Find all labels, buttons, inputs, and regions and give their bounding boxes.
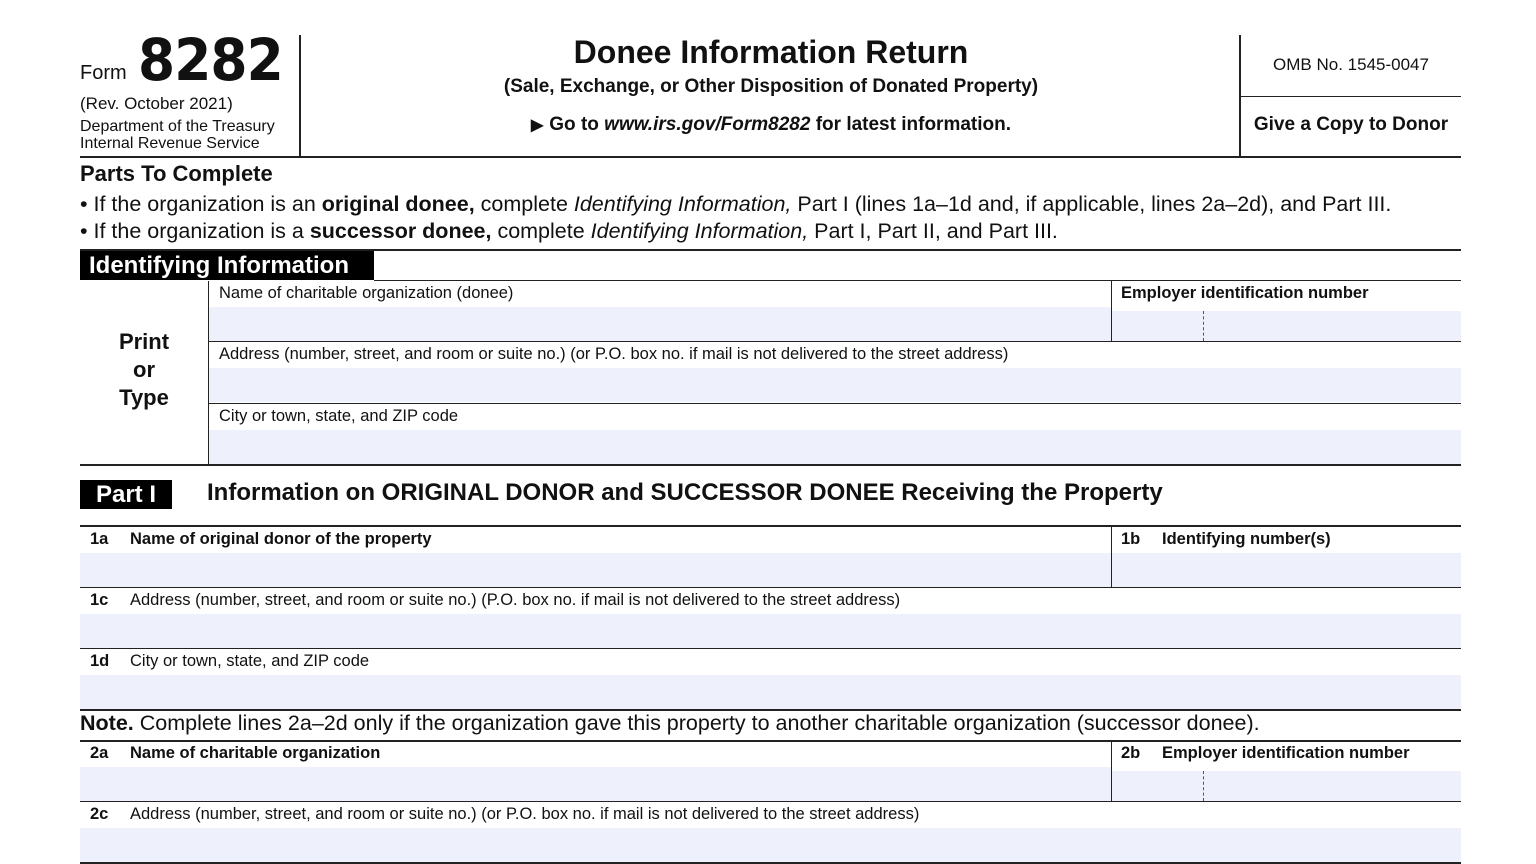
b2-mid: complete bbox=[491, 219, 591, 243]
part1-top-rule bbox=[80, 525, 1461, 527]
line-2a-label: Name of charitable organization bbox=[130, 744, 381, 762]
identifying-information-heading: Identifying Information bbox=[80, 251, 374, 280]
b2-suffix: Part I, Part II, and Part III. bbox=[808, 219, 1058, 243]
form-label: Form bbox=[80, 62, 127, 84]
print-or-type-label bbox=[80, 328, 208, 412]
b1-prefix: • If the organization is an bbox=[80, 192, 322, 216]
row-rule bbox=[80, 587, 1461, 588]
donor-city-input[interactable] bbox=[80, 675, 1461, 709]
b2-italic: Identifying Information, bbox=[590, 219, 809, 243]
department-line-2: Internal Revenue Service bbox=[80, 135, 260, 152]
goto-prefix: Go to bbox=[549, 114, 605, 135]
address-label: Address (number, street, and room or suite no.) (or P.O. box no. if mail is not delivered to the street address) bbox=[219, 345, 1009, 363]
copy-to-donor-note: Give a Copy to Donor bbox=[1253, 114, 1449, 135]
note-bold: Note. bbox=[80, 711, 134, 735]
or-word: or bbox=[133, 357, 155, 382]
part-1-title: Information on ORIGINAL DONOR and SUCCESSOR DONEE Receiving the Property bbox=[207, 479, 1163, 506]
line-1c-number: 1c bbox=[90, 591, 109, 609]
successor-ein-input[interactable] bbox=[1112, 771, 1461, 801]
donor-address-input[interactable] bbox=[80, 614, 1461, 648]
ein-input[interactable] bbox=[1112, 311, 1461, 341]
parts-to-complete-heading: Parts To Complete bbox=[80, 161, 273, 186]
revision-date: (Rev. October 2021) bbox=[80, 94, 233, 113]
line-2c-number: 2c bbox=[90, 805, 109, 823]
ein-label: Employer identification number bbox=[1121, 284, 1369, 302]
line-1b-label: Identifying number(s) bbox=[1162, 530, 1331, 548]
form-subtitle: (Sale, Exchange, or Other Disposition of Donated Property) bbox=[503, 76, 1039, 97]
ident-bar-rule bbox=[374, 280, 1461, 281]
part-1-badge: Part I bbox=[80, 480, 172, 509]
line-2b-label: Employer identification number bbox=[1162, 744, 1410, 762]
b1-mid: complete bbox=[474, 192, 574, 216]
org-name-input[interactable] bbox=[209, 307, 1111, 341]
city-label: City or town, state, and ZIP code bbox=[219, 407, 459, 425]
department bbox=[80, 118, 275, 152]
successor-address-input[interactable] bbox=[80, 828, 1461, 862]
b2-prefix: • If the organization is a bbox=[80, 219, 310, 243]
ident-bottom-rule bbox=[80, 464, 1461, 466]
line-2b-number: 2b bbox=[1121, 744, 1141, 762]
successor-note bbox=[80, 711, 1260, 736]
b1-suffix: Part I (lines 1a–1d and, if applicable, lines 2a–2d), and Part III. bbox=[791, 192, 1392, 216]
goto-suffix: for latest information. bbox=[810, 114, 1012, 135]
line-1d-label: City or town, state, and ZIP code bbox=[130, 652, 370, 670]
irs-url-link[interactable]: www.irs.gov/Form8282 bbox=[604, 114, 811, 135]
note-text: Complete lines 2a–2d only if the organization gave this property to another charitable organization (successor donee). bbox=[133, 711, 1260, 735]
line-1d-number: 1d bbox=[90, 652, 110, 670]
ein-separator bbox=[1203, 771, 1204, 801]
b1-italic: Identifying Information, bbox=[573, 192, 792, 216]
original-donor-name-input[interactable] bbox=[80, 553, 1111, 587]
note-bottom-rule bbox=[80, 740, 1461, 742]
arrow-right-icon: ▶ bbox=[530, 117, 544, 134]
omb-divider bbox=[1241, 96, 1461, 97]
identifying-numbers-input[interactable] bbox=[1112, 553, 1461, 587]
department-line-1: Department of the Treasury bbox=[80, 118, 275, 135]
b1-bold: original donee, bbox=[321, 192, 475, 216]
row-rule bbox=[209, 341, 1461, 342]
line-1b-number: 1b bbox=[1121, 530, 1141, 548]
line-1a-label: Name of original donor of the property bbox=[130, 530, 432, 548]
line-1c-label: Address (number, street, and room or suite no.) (P.O. box no. if mail is not delivered to the street address) bbox=[130, 591, 901, 609]
successor-org-name-input[interactable] bbox=[80, 767, 1111, 801]
form-number: 8282 bbox=[138, 26, 283, 94]
type-word: Type bbox=[119, 385, 169, 410]
row-rule bbox=[80, 648, 1461, 649]
header-divider-left bbox=[299, 35, 301, 157]
b2-bold: successor donee, bbox=[309, 219, 492, 243]
instruction-successor-donee bbox=[80, 219, 1058, 244]
goto-line bbox=[302, 114, 1240, 136]
form-title: Donee Information Return bbox=[573, 34, 969, 70]
header-bottom-rule bbox=[80, 156, 1461, 158]
print-word: Print bbox=[118, 329, 170, 354]
row-rule bbox=[209, 403, 1461, 404]
line-2c-label: Address (number, street, and room or suite no.) (or P.O. box no. if mail is not delivered to the street address) bbox=[130, 805, 920, 823]
line-2a-number: 2a bbox=[90, 744, 109, 762]
omb-number: OMB No. 1545-0047 bbox=[1273, 55, 1429, 74]
address-input[interactable] bbox=[209, 368, 1461, 402]
org-name-label: Name of charitable organization (donee) bbox=[219, 284, 514, 302]
row-rule bbox=[80, 801, 1461, 802]
line-1a-number: 1a bbox=[90, 530, 109, 548]
city-input[interactable] bbox=[209, 430, 1461, 464]
ein-separator bbox=[1203, 311, 1204, 341]
instruction-original-donee bbox=[80, 192, 1391, 217]
